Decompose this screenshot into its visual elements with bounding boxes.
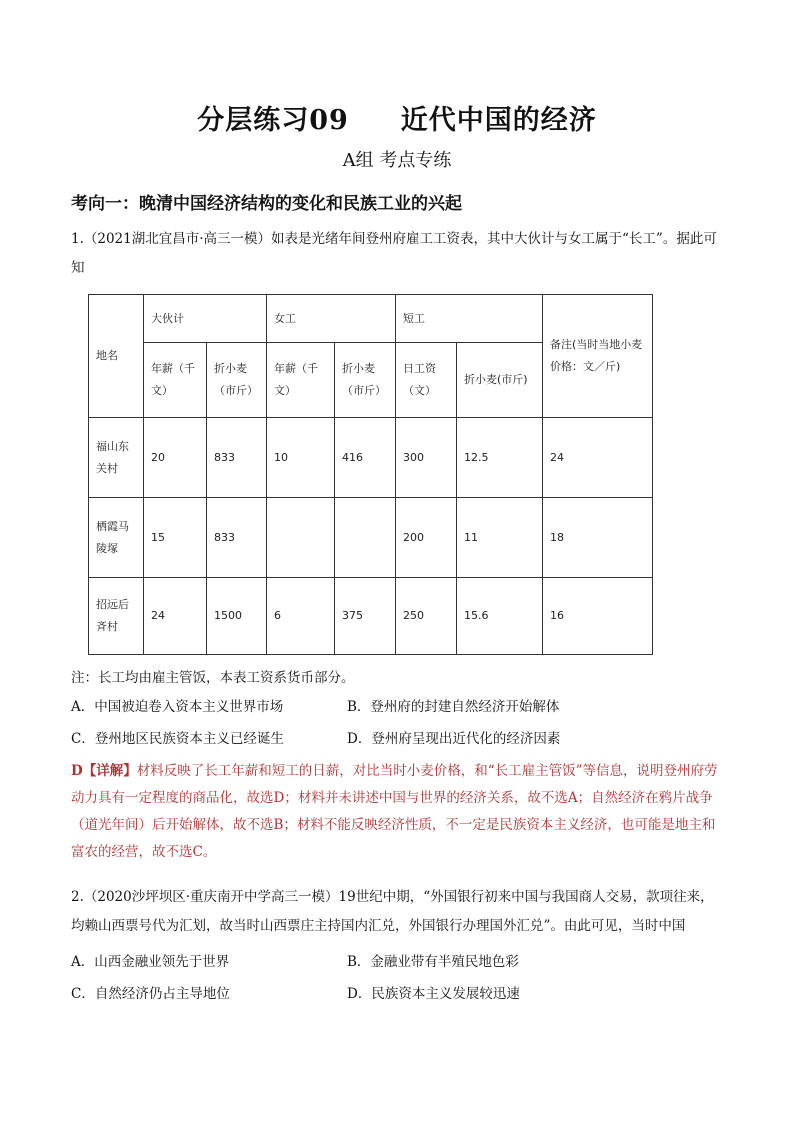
table-cell: 16 — [543, 578, 653, 655]
subtitle: A组 考点专练 — [342, 150, 452, 171]
q2-option-c: C．自然经济仍占主导地位 — [71, 986, 230, 1002]
wage-table — [88, 294, 653, 655]
table-cell: 300 — [396, 418, 457, 498]
table-cell: 11 — [457, 498, 543, 578]
q2-option-a: A．山西金融业领先于世界 — [71, 954, 230, 970]
title-part-1: 分层练习09 — [197, 105, 349, 136]
table-cell: 12.5 — [457, 418, 543, 498]
sub-header-4: 折小麦（市斤） — [335, 343, 396, 418]
sub-header-1: 年薪（千文） — [144, 343, 207, 418]
table-row — [89, 418, 653, 498]
question-2-stem: 2.（2020沙坪坝区·重庆南开中学高三一模）19世纪中期，“外国银行初来中国与我国商人交易，款项往来，均赖山西票号代为汇划，故当时山西票庄主持国内汇兑，外国银行办理国外汇兑”。由此可见，当时中国 — [71, 889, 714, 934]
header-remark: 备注(当时当地小麦价格：文／斤) — [543, 295, 653, 418]
table-cell: 833 — [207, 418, 267, 498]
q1-option-d: D．登州府呈现出近代化的经济因素 — [347, 731, 561, 747]
table-cell: 250 — [396, 578, 457, 655]
section-heading: 考向一：晚清中国经济结构的变化和民族工业的兴起 — [71, 194, 462, 214]
page-title — [0, 98, 794, 137]
table-row — [89, 498, 653, 578]
q1-option-c: C．登州地区民族资本主义已经诞生 — [71, 731, 284, 747]
header-place: 地名 — [89, 295, 144, 418]
table-cell — [335, 498, 396, 578]
table-cell: 416 — [335, 418, 396, 498]
table-cell: 20 — [144, 418, 207, 498]
table-cell: 200 — [396, 498, 457, 578]
table-cell: 24 — [144, 578, 207, 655]
question-1-stem: 1.（2021湖北宜昌市·高三一模）如表是光绪年间登州府雇工工资表，其中大伙计与女工属于“长工”。据此可知 — [71, 231, 717, 276]
q2-option-d: D．民族资本主义发展较迅速 — [347, 986, 520, 1002]
q2-option-b: B．金融业带有半殖民地色彩 — [347, 954, 519, 970]
table-cell: 24 — [543, 418, 653, 498]
header-group-2: 女工 — [267, 295, 396, 343]
table-note: 注：长工均由雇主管饭，本表工资系货币部分。 — [71, 670, 355, 686]
q1-option-b: B．登州府的封建自然经济开始解体 — [347, 699, 560, 715]
sub-header-5: 日工资（文） — [396, 343, 457, 418]
place-cell: 招远后斉村 — [89, 578, 144, 655]
table-cell: 6 — [267, 578, 335, 655]
table-cell: 833 — [207, 498, 267, 578]
table-row — [89, 578, 653, 655]
table-cell — [267, 498, 335, 578]
table-cell: 15.6 — [457, 578, 543, 655]
q1-explanation — [71, 758, 726, 866]
table-cell: 15 — [144, 498, 207, 578]
header-group-1: 大伙计 — [144, 295, 267, 343]
sub-header-3: 年薪（千文） — [267, 343, 335, 418]
explanation-text: 材料反映了长工年薪和短工的日薪，对比当时小麦价格，和“长工雇主管饭”等信息，说明登州府劳动力具有一定程度的商品化，故选D；材料并未讲述中国与世界的经济关系，故不选A；自然经济在鸦片战争（道光年间）后开始解体，故不选B；材料不能反映经济性质，不一定是民族资本主义经济，也可能是地主和富农的经营，故不选C。 — [71, 763, 718, 860]
table-cell: 10 — [267, 418, 335, 498]
header-group-3: 短工 — [396, 295, 543, 343]
table-cell: 375 — [335, 578, 396, 655]
place-cell: 栖霞马陵塚 — [89, 498, 144, 578]
table-cell: 18 — [543, 498, 653, 578]
title-part-2: 近代中国的经济 — [400, 105, 597, 136]
sub-header-2: 折小麦（市斤） — [207, 343, 267, 418]
place-cell: 福山东关村 — [89, 418, 144, 498]
explanation-tag: D【详解】 — [71, 763, 137, 779]
table-cell: 1500 — [207, 578, 267, 655]
sub-header-6: 折小麦(市斤) — [457, 343, 543, 418]
q1-option-a: A．中国被迫卷入资本主义世界市场 — [71, 699, 284, 715]
